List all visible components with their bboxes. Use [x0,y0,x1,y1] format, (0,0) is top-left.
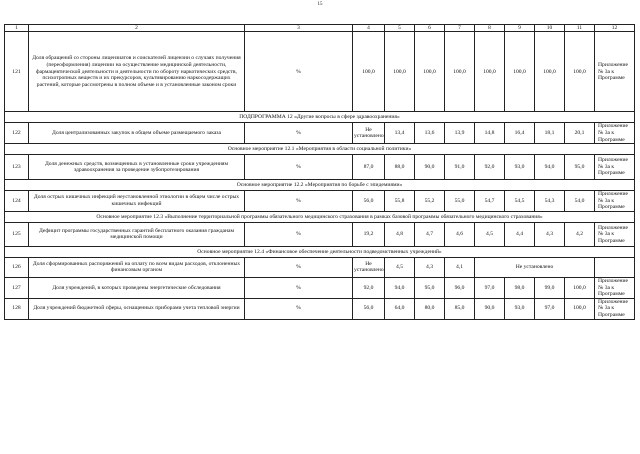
row-number: 124 [5,191,29,212]
value-cell: 54,3 [535,191,565,212]
unit-cell: % [245,298,353,319]
table-row [5,298,635,319]
value-cell: 98,0 [505,277,535,298]
value-cell: 100,0 [505,32,535,112]
value-cell: 13,6 [415,123,445,144]
table-body [5,25,635,320]
row-number: 127 [5,277,29,298]
value-cell: 87,0 [353,155,385,180]
value-cell: 13,4 [385,123,415,144]
row-number: 121 [5,32,29,112]
value-cell: 18,1 [535,123,565,144]
section-row [5,246,635,257]
value-cell: 13,9 [445,123,475,144]
header-cell-9: 9 [505,25,535,32]
table-row [5,32,635,112]
program-reference: Приложение № 3а к Программе [595,298,635,319]
value-cell: 64,0 [385,298,415,319]
indicator-description: Доля обращений со стороны лицензиатов и соискателей лицензии о случаях получения (переоформления) лицензии на осуществление медицинской деятельности, фармацевтической деятельности и деятельности по обороту наркотических средств, психотропных веществ и их прекурсоров, культивированию наркосодержащих растений, которые рассмотрены в полном объеме и в установленные законом сроки [29,32,245,112]
value-cell: 100,0 [445,32,475,112]
value-cell: 95,0 [415,277,445,298]
table-row [5,123,635,144]
unit-cell: % [245,222,353,246]
value-cell: 100,0 [535,32,565,112]
value-cell: 88,0 [385,155,415,180]
header-row [5,25,635,32]
row-number: 122 [5,123,29,144]
value-cell: 4,7 [415,222,445,246]
value-cell: 4,4 [505,222,535,246]
value-cell: 56,0 [353,191,385,212]
indicator-description: Доля учреждений бюджетной сферы, оснащенных приборами учета тепловой энергии [29,298,245,319]
merged-value-cell: Не установлено [475,257,595,277]
value-cell: 100,0 [353,32,385,112]
value-cell: 99,0 [535,277,565,298]
value-cell: 4,2 [565,222,595,246]
section-row [5,211,635,222]
indicator-description: Дефицит программы государственных гарантий бесплатного оказания гражданам медицинской помощи [29,222,245,246]
value-cell: 4,5 [475,222,505,246]
value-cell: 92,0 [475,155,505,180]
section-row [5,144,635,155]
value-cell: 97,0 [535,298,565,319]
unit-cell: % [245,123,353,144]
indicator-description: Доля сформированных распоряжений на оплату по всем видам расходов, отклоненных финансовым органом [29,257,245,277]
header-cell-5: 5 [385,25,415,32]
program-reference: Приложение № 3а к Программе [595,32,635,112]
program-reference: Приложение № 3а к Программе [595,277,635,298]
header-cell-3: 3 [245,25,353,32]
value-cell: 16,4 [505,123,535,144]
header-cell-7: 7 [445,25,475,32]
value-cell: 93,0 [505,298,535,319]
indicator-description: Доля острых кишечных инфекций неустановленной этиологии в общем числе острых кишечных инфекций [29,191,245,212]
value-cell: 93,0 [505,155,535,180]
table-row [5,257,635,277]
header-cell-1: 1 [5,25,29,32]
program-reference: Приложение № 3а к Программе [595,191,635,212]
value-cell: 56,0 [353,298,385,319]
header-cell-10: 10 [535,25,565,32]
indicator-description: Доля учреждений, в которых проведены энергетические обследования [29,277,245,298]
table-row [5,155,635,180]
value-cell: Не установлено [353,257,385,277]
program-reference: Приложение № 3а к Программе [595,155,635,180]
value-cell: 85,0 [445,298,475,319]
value-cell: 100,0 [565,298,595,319]
value-cell: 14,8 [475,123,505,144]
row-number: 126 [5,257,29,277]
value-cell: 54,7 [475,191,505,212]
section-row [5,180,635,191]
value-cell: 96,0 [445,277,475,298]
row-number: 125 [5,222,29,246]
header-cell-12: 12 [595,25,635,32]
row-number: 128 [5,298,29,319]
program-reference [595,257,635,277]
section-title: Основное мероприятие 12.4 «Финансовое обеспечение деятельности подведомственных учреждений» [5,246,635,257]
page-number: 15 [317,2,323,7]
unit-cell: % [245,155,353,180]
value-cell: 100,0 [565,32,595,112]
header-cell-8: 8 [475,25,505,32]
value-cell: 55,8 [385,191,415,212]
value-cell: 90,0 [415,155,445,180]
value-cell: 4,8 [385,222,415,246]
value-cell: 20,1 [565,123,595,144]
value-cell: 100,0 [385,32,415,112]
value-cell: 100,0 [415,32,445,112]
value-cell: 95,0 [565,155,595,180]
value-cell: 54,0 [565,191,595,212]
section-title: Основное мероприятие 12.2 «Мероприятия по борьбе с эпидемиями» [5,180,635,191]
row-number: 123 [5,155,29,180]
unit-cell: % [245,277,353,298]
value-cell: 92,0 [353,277,385,298]
value-cell: 90,0 [475,298,505,319]
value-cell: 4,5 [385,257,415,277]
section-title: Основное мероприятие 12.1 «Мероприятия в области социальной политики» [5,144,635,155]
value-cell: 4,1 [445,257,475,277]
table-row [5,222,635,246]
value-cell: 55,2 [415,191,445,212]
indicators-table [4,24,635,320]
value-cell: 4,6 [445,222,475,246]
header-cell-4: 4 [353,25,385,32]
value-cell: 94,0 [385,277,415,298]
value-cell: 4,3 [535,222,565,246]
value-cell: 100,0 [565,277,595,298]
value-cell: 55,0 [445,191,475,212]
table-row [5,277,635,298]
header-cell-11: 11 [565,25,595,32]
unit-cell: % [245,32,353,112]
table-row [5,191,635,212]
unit-cell: % [245,257,353,277]
value-cell: 100,0 [475,32,505,112]
value-cell: 94,0 [535,155,565,180]
value-cell: 97,0 [475,277,505,298]
indicator-description: Доля централизованных закупок в общем объеме размещаемого заказа [29,123,245,144]
section-row [5,112,635,123]
program-reference: Приложение № 3а к Программе [595,123,635,144]
value-cell: Не установлено [353,123,385,144]
section-title: Основное мероприятие 12.3 «Выполнение территориальной программы обязательного медицинского страхования в рамках базовой программы обязательного медицинского страхования» [5,211,635,222]
unit-cell: % [245,191,353,212]
program-reference: Приложение № 3а к Программе [595,222,635,246]
header-cell-2: 2 [29,25,245,32]
value-cell: 80,0 [415,298,445,319]
value-cell: 54,5 [505,191,535,212]
indicator-description: Доля денежных средств, возмещенных в установленные сроки учреждениям здравоохранения за проведение зубопротезирования [29,155,245,180]
value-cell: 91,0 [445,155,475,180]
section-title: ПОДПРОГРАММА 12 «Другие вопросы в сфере здравоохранения» [5,112,635,123]
value-cell: 19,2 [353,222,385,246]
value-cell: 4,3 [415,257,445,277]
header-cell-6: 6 [415,25,445,32]
